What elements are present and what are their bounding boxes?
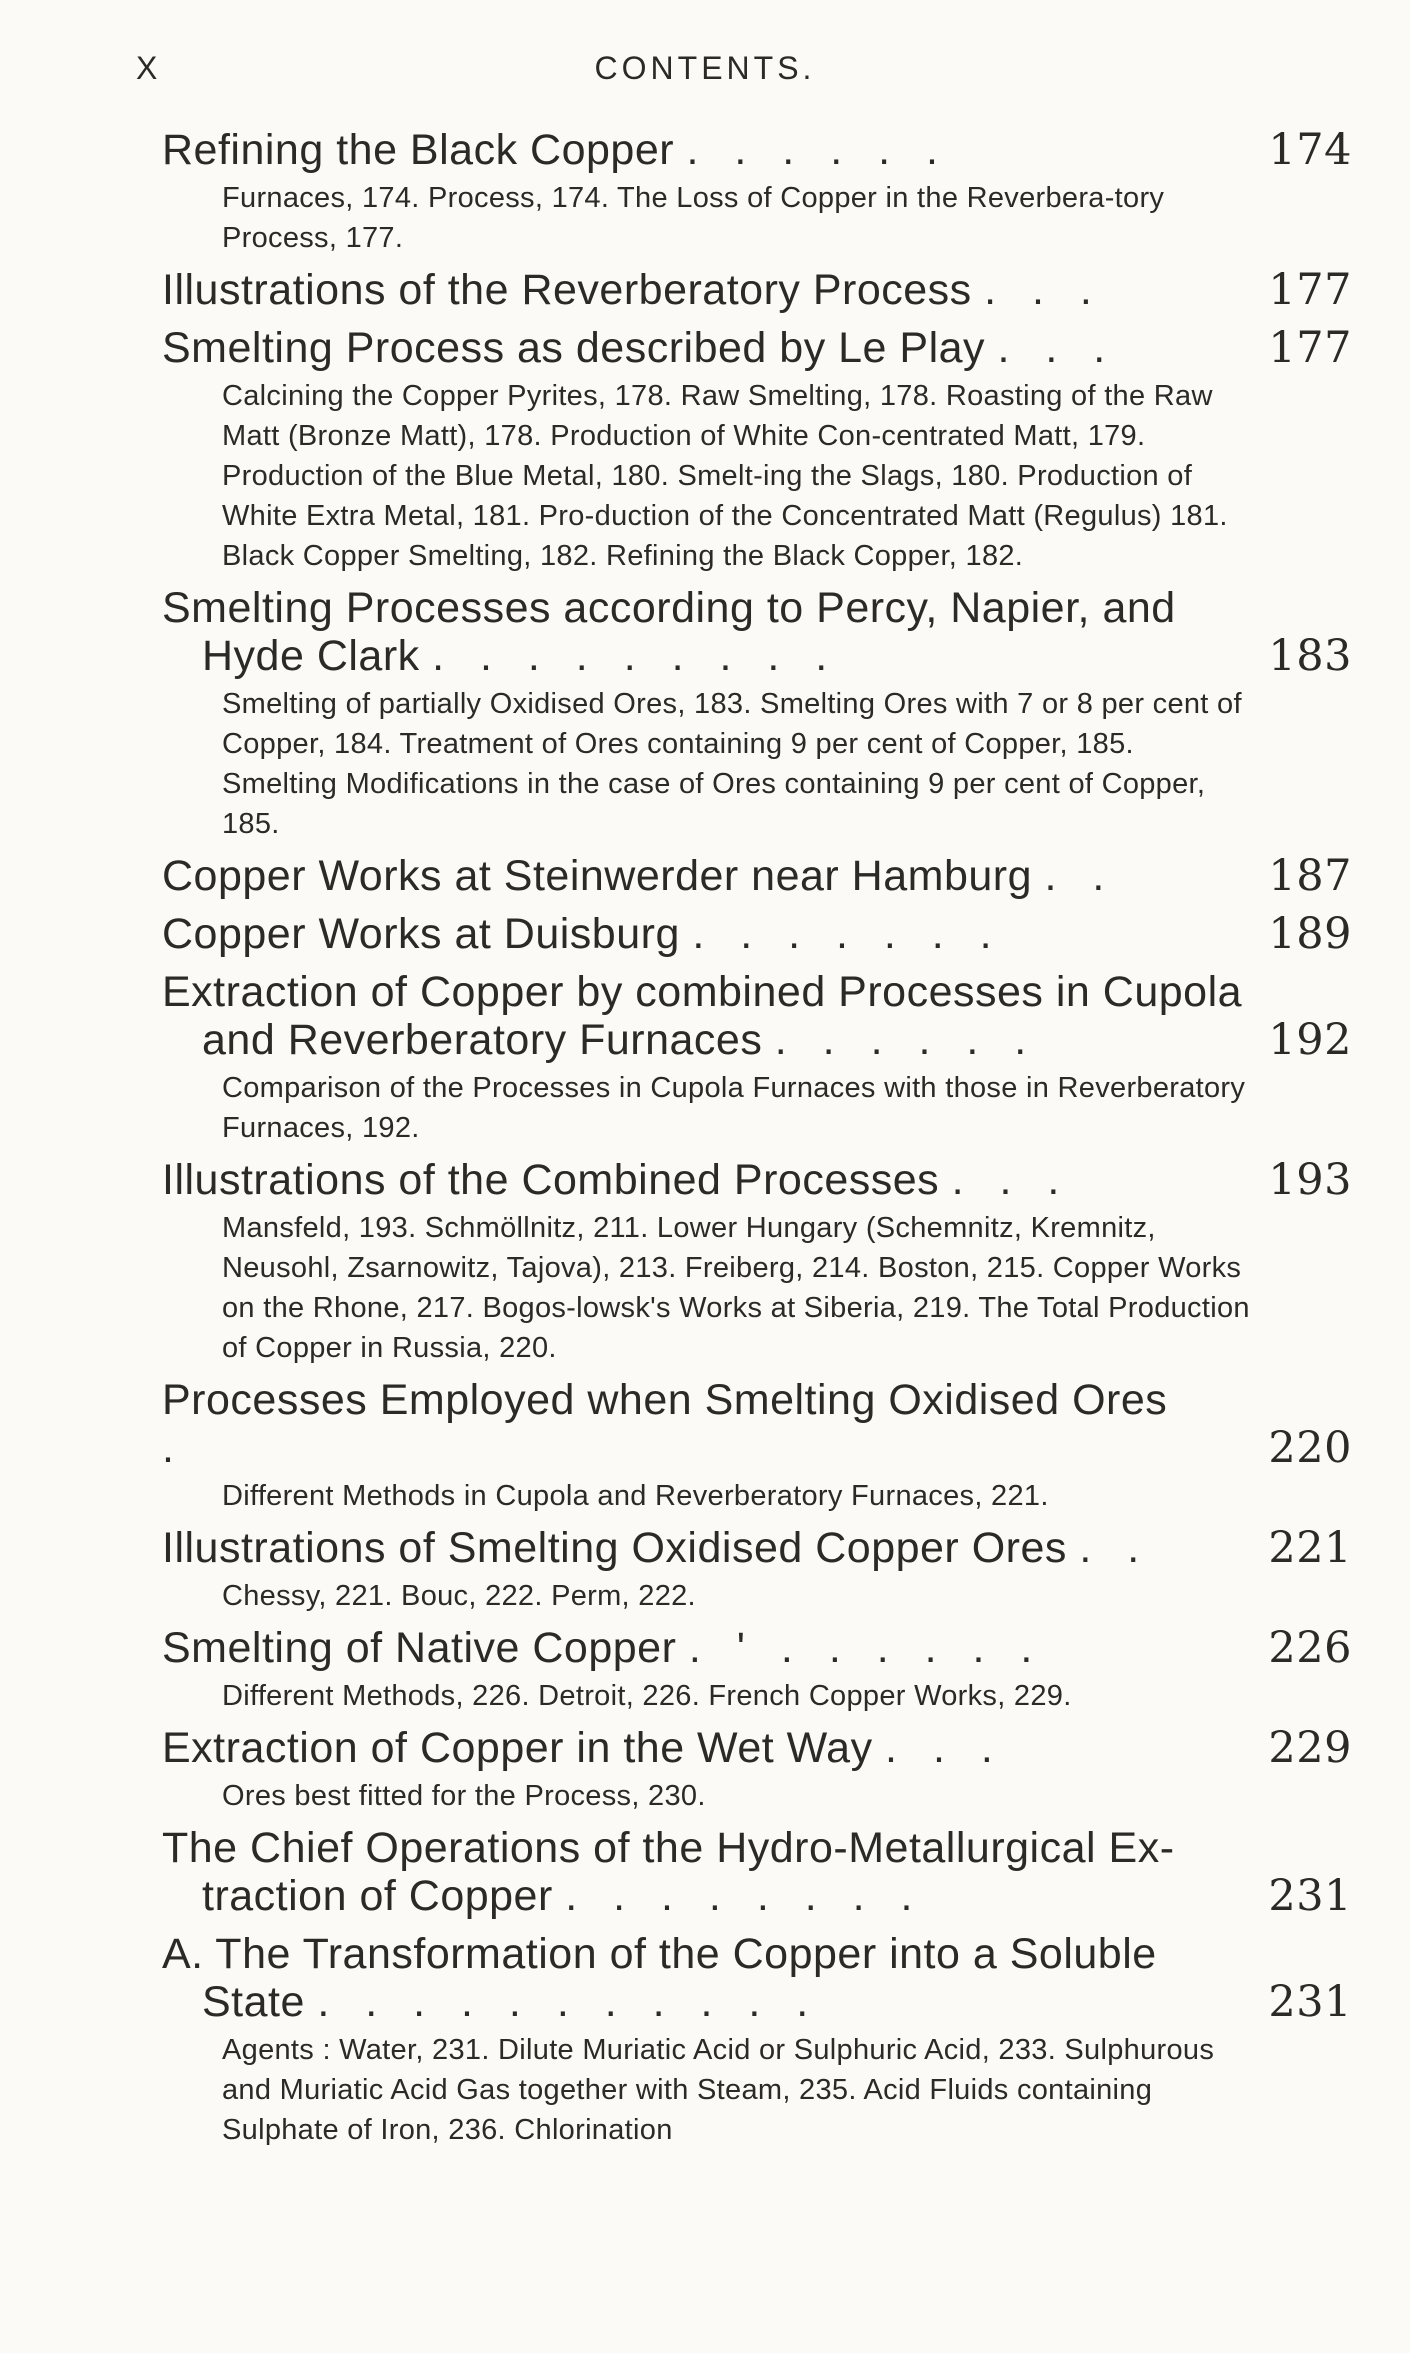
- toc-entry-title: Smelting Processes according to Percy, Napier, and: [162, 584, 1176, 632]
- toc-entry-description: Different Methods, 226. Detroit, 226. French Copper Works, 229.: [222, 1680, 1072, 1712]
- toc-entry-heading: [162, 584, 1352, 680]
- toc-entry-title: Smelting of Native Copper: [162, 1624, 677, 1672]
- dot-leader: . . .: [997, 324, 1118, 372]
- dot-leader: . . . . . . .: [692, 910, 1004, 958]
- toc-entry: [162, 852, 1352, 910]
- toc-entry: [162, 1724, 1352, 1816]
- page-number: 226: [1268, 1623, 1352, 1673]
- toc-entry-title: Extraction of Copper by combined Processes in Cupola: [162, 968, 1243, 1016]
- toc-entry-title: Refining the Black Copper: [162, 126, 675, 174]
- toc-entry: [162, 1824, 1352, 1930]
- toc-entry-heading: [162, 1724, 1352, 1772]
- page-number: 177: [1268, 265, 1352, 315]
- toc-entry-heading: [162, 1156, 1352, 1204]
- toc-entry-title: Copper Works at Duisburg: [162, 910, 680, 958]
- page-number: 192: [1268, 1015, 1352, 1065]
- toc-entry-heading: [162, 1624, 1352, 1672]
- running-title: CONTENTS.: [594, 50, 816, 86]
- toc-entry-heading: [162, 1376, 1352, 1472]
- toc-entry-description: Agents : Water, 231. Dilute Muriatic Acid or Sulphuric Acid, 233. Sulphurous and Muriatic Acid Gas together with Steam, 235. Acid Fluids containing Sulphate of Iron, 236. Chlorination: [222, 2034, 1215, 2146]
- page-number: 174: [1268, 125, 1352, 175]
- toc-entry-title-continued: [162, 632, 1202, 680]
- toc-entry: [162, 1376, 1352, 1516]
- toc-entry-description: Calcining the Copper Pyrites, 178. Raw Smelting, 178. Roasting of the Raw Matt (Bronze Matt), 178. Production of White Con-centrated Matt, 179. Production of the Blue Metal, 180. Smelt-ing the Slags, 180. Production of White Extra Metal, 181. Pro-duction of the Concentrated Matt (Regulus) 181. Black Copper Smelting, 182. Refining the Black Copper, 182.: [222, 380, 1228, 572]
- toc-entry-heading: [162, 910, 1352, 958]
- toc-entry: [162, 266, 1352, 324]
- toc-entry-title: Smelting Process as described by Le Play: [162, 324, 986, 372]
- toc-entry-description: Furnaces, 174. Process, 174. The Loss of Copper in the Reverbera-tory Process, 177.: [222, 182, 1165, 254]
- toc-entry-title: A. The Transformation of the Copper into a Soluble: [162, 1930, 1157, 1978]
- toc-entry-title-continued: [162, 1978, 1202, 2026]
- page-number: 187: [1268, 851, 1352, 901]
- dot-leader: .: [162, 1424, 186, 1472]
- dot-leader: . . .: [984, 266, 1104, 314]
- toc-entry-heading: [162, 1930, 1352, 2026]
- toc-entry-description: Chessy, 221. Bouc, 222. Perm, 222.: [222, 1580, 696, 1612]
- toc-entry-title: Illustrations of the Reverberatory Process: [162, 266, 972, 314]
- toc-entry-title-continued-text: Hyde Clark: [202, 632, 420, 680]
- toc-entry-title: Extraction of Copper in the Wet Way: [162, 1724, 873, 1772]
- page-number: 183: [1268, 631, 1352, 681]
- toc-entry: [162, 968, 1352, 1148]
- toc-entry-heading: [162, 852, 1352, 900]
- toc-entry-title-continued: [162, 1016, 1202, 1064]
- toc-entry-heading: [162, 266, 1352, 314]
- dot-leader: . .: [1044, 852, 1117, 900]
- dot-leader: . . . . . . . . .: [432, 632, 840, 680]
- dot-leader: . . . . . . . . . . .: [317, 1978, 821, 2026]
- page-number: 229: [1268, 1723, 1352, 1773]
- toc-entry: [162, 1624, 1352, 1716]
- toc-entry-heading: [162, 126, 1352, 174]
- page-number: 177: [1268, 323, 1352, 373]
- toc-entry-heading: [162, 968, 1352, 1064]
- dot-leader: . . .: [885, 1724, 1005, 1772]
- toc-entry-title: The Chief Operations of the Hydro-Metallurgical Ex-: [162, 1824, 1175, 1872]
- page-number: 220: [1268, 1423, 1352, 1473]
- page-number: 221: [1268, 1523, 1352, 1573]
- toc-entry-description: Mansfeld, 193. Schmöllnitz, 211. Lower Hungary (Schemnitz, Kremnitz, Neusohl, Zsarnowitz, Tajova), 213. Freiberg, 214. Boston, 215. Copper Works on the Rhone, 217. Bogos-lowsk's Works at Siberia, 219. The Total Production of Copper in Russia, 220.: [222, 1212, 1250, 1364]
- toc-entry: [162, 1524, 1352, 1616]
- toc-entry-description: Smelting of partially Oxidised Ores, 183. Smelting Ores with 7 or 8 per cent of Copper, 184. Treatment of Ores containing 9 per cent of Copper, 185. Smelting Modifications in the case of Ores containing 9 per cent of Copper, 185.: [222, 688, 1242, 840]
- toc-entry-title-continued-text: State: [202, 1978, 305, 2026]
- dot-leader: . . . . . . . .: [565, 1872, 925, 1920]
- toc-entry-title-continued-text: and Reverberatory Furnaces: [202, 1016, 763, 1064]
- toc-entry-description: Different Methods in Cupola and Reverberatory Furnaces, 221.: [222, 1480, 1049, 1512]
- toc-entry-title-continued: [162, 1872, 1202, 1920]
- toc-entry-title: Illustrations of the Combined Processes: [162, 1156, 940, 1204]
- page-number: 189: [1268, 909, 1352, 959]
- toc-entry-heading: [162, 1524, 1352, 1572]
- toc-entry-heading: [162, 324, 1352, 372]
- dot-leader: . ' . . . . . .: [688, 1624, 1045, 1672]
- toc-entry: [162, 584, 1352, 844]
- dot-leader: . . . . . .: [774, 1016, 1039, 1064]
- page-header: [0, 50, 1410, 100]
- toc-entry-description: Ores best fitted for the Process, 230.: [222, 1780, 706, 1812]
- toc-entry-title-continued-text: traction of Copper: [202, 1872, 553, 1920]
- toc-entry: [162, 1930, 1352, 2150]
- page-number: 231: [1268, 1977, 1352, 2027]
- dot-leader: . . . . . .: [686, 126, 950, 174]
- toc-entry-title: Copper Works at Steinwerder near Hamburg: [162, 852, 1033, 900]
- toc-entry: [162, 126, 1352, 258]
- page-number: 231: [1268, 1871, 1352, 1921]
- toc-entry-heading: [162, 1824, 1352, 1920]
- toc-entry-title: Illustrations of Smelting Oxidised Copper Ores: [162, 1524, 1067, 1572]
- spacer: [162, 314, 1352, 324]
- spacer: [162, 958, 1352, 968]
- dot-leader: . . .: [951, 1156, 1072, 1204]
- dot-leader: . .: [1079, 1524, 1152, 1572]
- table-of-contents: [162, 126, 1352, 2158]
- page-number: 193: [1268, 1155, 1352, 1205]
- toc-entry: [162, 1156, 1352, 1368]
- toc-entry-title: Processes Employed when Smelting Oxidised Ores: [162, 1376, 1168, 1424]
- spacer: [162, 900, 1352, 910]
- toc-entry: [162, 910, 1352, 968]
- page-folio: X: [136, 50, 160, 86]
- toc-entry-description: Comparison of the Processes in Cupola Furnaces with those in Reverberatory Furnaces, 192.: [222, 1072, 1246, 1144]
- spacer: [162, 1920, 1352, 1930]
- toc-entry: [162, 324, 1352, 576]
